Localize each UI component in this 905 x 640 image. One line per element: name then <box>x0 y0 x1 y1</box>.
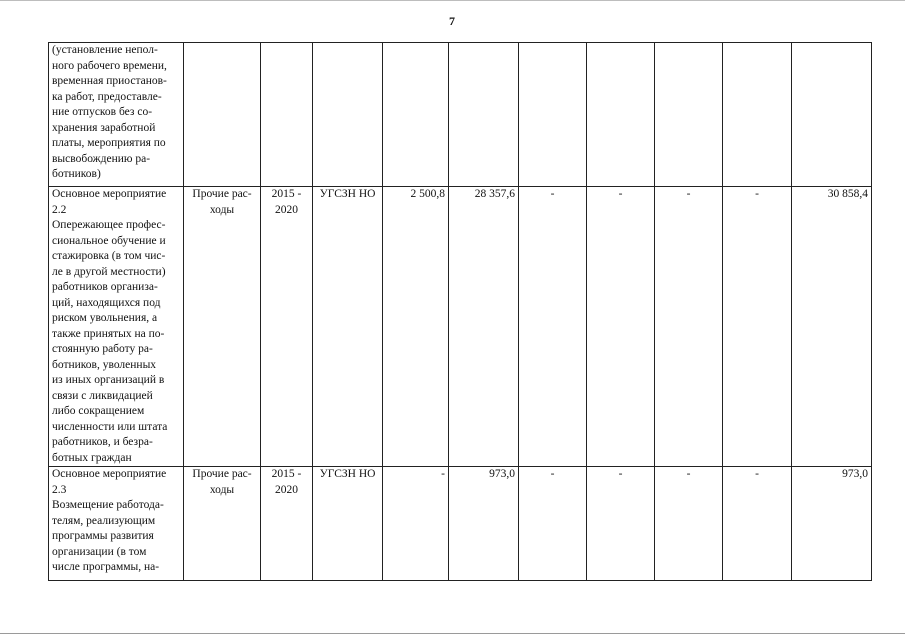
measure-name-line: стоянную работу ра- <box>52 343 153 355</box>
executor-cell: УГСЗН НО <box>313 467 383 581</box>
value-cell-6: - <box>723 187 792 467</box>
measure-name-line: стажировка (в том чис- <box>52 250 166 262</box>
table-row <box>49 43 872 187</box>
measure-name-line: хранения заработной <box>52 121 156 134</box>
measure-name-line: риском увольнения, а <box>52 312 158 324</box>
total-cell <box>792 43 872 187</box>
measure-name-cell <box>49 187 184 467</box>
measure-name-line: ботников, уволенных <box>52 358 157 371</box>
measure-name-line: Опережающее профес- <box>52 219 166 231</box>
value-cell-4 <box>587 43 655 187</box>
value-cell-6 <box>723 43 792 187</box>
measure-name-line: ние отпусков без со- <box>52 106 153 118</box>
measure-name-line: численности или штата <box>52 420 168 433</box>
measure-name-line: временная приостанов- <box>52 75 167 87</box>
measure-name-line: либо сокращением <box>52 405 145 417</box>
value-cell-6: - <box>723 467 792 581</box>
funding-source-cell <box>184 43 261 187</box>
budget-table <box>48 42 872 581</box>
measure-name-line: также принятых на по- <box>52 327 165 340</box>
measure-name-line: ного рабочего времени, <box>52 59 167 72</box>
measure-name-line: телям, реализующим <box>52 514 156 527</box>
value-cell-1 <box>383 43 449 187</box>
measure-name-line: ка работ, предоставле- <box>52 90 162 103</box>
funding-source-cell: Прочие рас-ходы <box>184 187 261 467</box>
value-cell-2 <box>449 43 519 187</box>
measure-name-line: 2.3 <box>52 483 67 496</box>
value-cell-1: - <box>383 467 449 581</box>
executor-cell <box>313 43 383 187</box>
value-cell-5: - <box>655 467 723 581</box>
measure-name-line: связи с ликвидацией <box>52 389 153 402</box>
measure-name-line: ботных граждан <box>52 451 132 464</box>
measure-name-cell <box>49 467 184 581</box>
table-row <box>49 187 872 467</box>
scan-edge-bottom <box>0 633 905 640</box>
measure-name-line: работников организа- <box>52 281 158 293</box>
measure-name-line: Основное мероприятие <box>52 468 167 480</box>
page-number: 7 <box>449 14 455 28</box>
value-cell-5 <box>655 43 723 187</box>
executor-cell: УГСЗН НО <box>313 187 383 467</box>
value-cell-2: 973,0 <box>449 467 519 581</box>
scan-edge-top <box>0 0 905 4</box>
measure-name-line: сиональное обучение и <box>52 234 166 247</box>
measure-name-line: работников, и безра- <box>52 436 153 448</box>
measure-name-line: платы, мероприятия по <box>52 137 166 149</box>
measure-name-line: числе программы, на- <box>52 561 160 573</box>
value-cell-1: 2 500,8 <box>383 187 449 467</box>
value-cell-2: 28 357,6 <box>449 187 519 467</box>
value-cell-3: - <box>519 467 587 581</box>
value-cell-5: - <box>655 187 723 467</box>
table-row <box>49 467 872 581</box>
years-cell: 2015 - 2020 <box>261 187 313 467</box>
measure-name-line: 2.2 <box>52 203 67 216</box>
measure-name-line: ле в другой местности) <box>52 265 166 278</box>
funding-source-cell: Прочие рас-ходы <box>184 467 261 581</box>
measure-name-line: высвобождению ра- <box>52 152 151 165</box>
value-cell-4: - <box>587 467 655 581</box>
measure-name-line: (установление непол- <box>52 44 158 56</box>
value-cell-4: - <box>587 187 655 467</box>
value-cell-3 <box>519 43 587 187</box>
value-cell-3: - <box>519 187 587 467</box>
total-cell: 30 858,4 <box>792 187 872 467</box>
measure-name-cell <box>49 43 184 187</box>
total-cell: 973,0 <box>792 467 872 581</box>
measure-name-line: Возмещение работода- <box>52 499 164 511</box>
measure-name-line: из иных организаций в <box>52 374 165 386</box>
measure-name-line: ботников) <box>52 168 101 180</box>
measure-name-line: программы развития <box>52 530 154 542</box>
years-cell: 2015 - 2020 <box>261 467 313 581</box>
measure-name-line: организации (в том <box>52 545 147 558</box>
years-cell <box>261 43 313 187</box>
measure-name-line: ций, находящихся под <box>52 296 161 309</box>
measure-name-line: Основное мероприятие <box>52 188 167 200</box>
